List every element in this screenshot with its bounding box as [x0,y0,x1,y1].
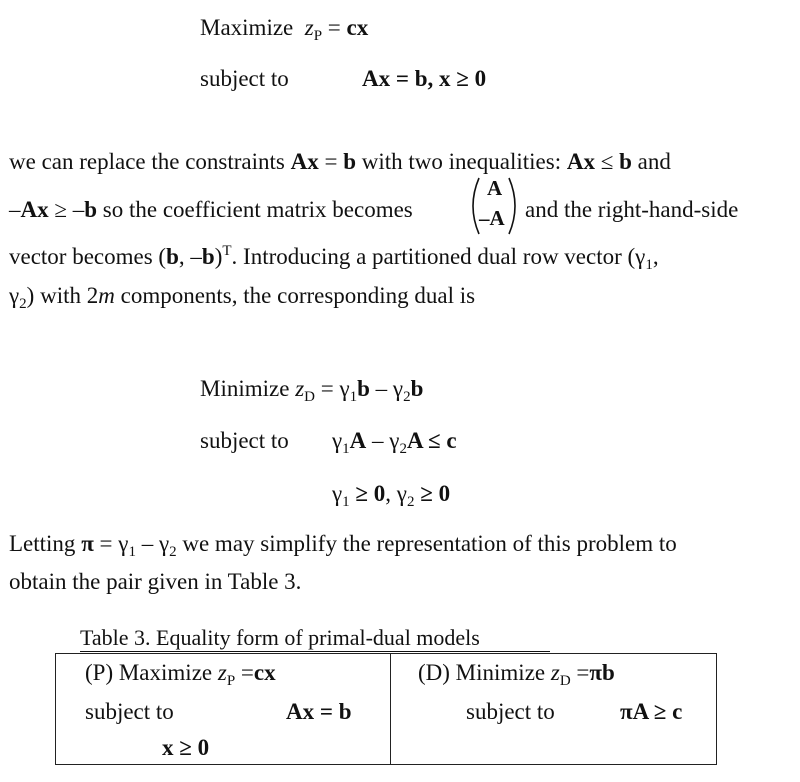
primal-subject-to: subject to [200,66,289,91]
z-symbol: z [304,15,314,40]
paragraph1-line2-left: –Ax ≥ –b so the coefficient matrix becomes [9,197,413,222]
primal-constraints: Ax = b, x ≥ 0 [362,66,487,91]
table-primal-constraint: Ax = b [286,699,352,724]
table-dual-subject-to: subject to [466,699,555,724]
dual-nonnegativity: $\gamma_1 \ge 0$, $\gamma_2 \ge 0$ [332,481,451,510]
table-dual-objective: (D) Minimize $z_D =\pi b$ [418,660,615,689]
objective-expression: cx [346,15,369,40]
matrix-top-entry: A [487,176,503,200]
matrix-bottom-entry: –A [479,206,505,230]
paragraph1-line3: vector becomes (b, –b)$^T$. Introducing a partitioned dual row vector ($\gamma_1$, [9,243,659,273]
maximize-label: Maximize [200,15,294,40]
table-column-divider [390,653,391,765]
paragraph2-line2: obtain the pair given in Table 3. [9,569,302,594]
equals-sign: = [327,15,347,40]
coefficient-matrix [469,176,519,236]
table-caption: Table 3. Equality form of primal-dual models [80,625,480,650]
table-primal-subject-to: subject to [85,699,174,724]
primal-objective [200,14,368,42]
table-dual-constraint: πA ≥ c [620,699,683,724]
table-primal-nonnegativity: x ≥ 0 [162,735,210,760]
dual-objective: Minimize $z_D = \gamma_1b - \gamma_2b$ [200,376,424,405]
paragraph1-line2-right: and the right-hand-side [525,197,739,222]
minimize-label: Minimize [200,376,290,401]
dual-subject-to: subject to [200,428,289,453]
paragraph1-line1: we can replace the constraints Ax = b with two inequalities: Ax ≤ b and [9,149,671,174]
z-subscript: P [313,28,323,44]
dual-constraint: $\gamma_1A - \gamma_2A \le c$ [332,428,457,457]
caption-underline [80,651,550,652]
paragraph1-line4: $\gamma_2$) with 2m components, the corresponding dual is [9,283,476,312]
paragraph2-line1: Letting $\pi = \gamma_1 - \gamma_2$ we may simplify the representation of this problem to [9,531,677,560]
table-primal-objective: (P) Maximize $z_P =cx$ [85,660,276,689]
